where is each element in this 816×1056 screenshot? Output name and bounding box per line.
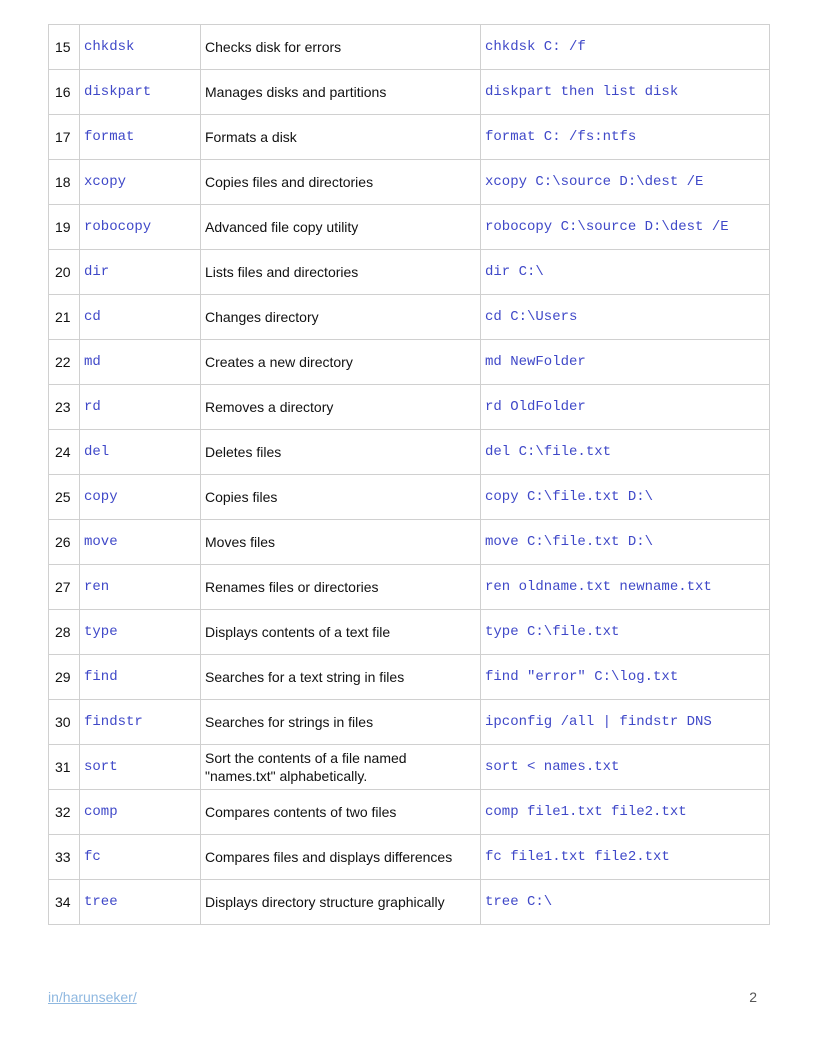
command-example: xcopy C:\source D:\dest /E	[481, 160, 770, 205]
row-number: 34	[49, 880, 80, 925]
command-name: type	[80, 610, 201, 655]
table-row	[49, 880, 770, 925]
command-name: md	[80, 340, 201, 385]
row-number: 24	[49, 430, 80, 475]
command-description: Moves files	[201, 520, 481, 565]
command-example: tree C:\	[481, 880, 770, 925]
command-example: dir C:\	[481, 250, 770, 295]
command-name: ren	[80, 565, 201, 610]
row-number: 31	[49, 745, 80, 790]
row-number: 16	[49, 70, 80, 115]
command-description: Renames files or directories	[201, 565, 481, 610]
row-number: 29	[49, 655, 80, 700]
command-example: del C:\file.txt	[481, 430, 770, 475]
command-description: Advanced file copy utility	[201, 205, 481, 250]
row-number: 18	[49, 160, 80, 205]
command-description: Displays directory structure graphically	[201, 880, 481, 925]
table-row	[49, 475, 770, 520]
table-row	[49, 430, 770, 475]
command-name: del	[80, 430, 201, 475]
command-description: Copies files and directories	[201, 160, 481, 205]
command-description: Searches for a text string in files	[201, 655, 481, 700]
command-description: Compares files and displays differences	[201, 835, 481, 880]
command-example: sort < names.txt	[481, 745, 770, 790]
command-description: Displays contents of a text file	[201, 610, 481, 655]
table-row	[49, 340, 770, 385]
command-example: ren oldname.txt newname.txt	[481, 565, 770, 610]
command-description: Creates a new directory	[201, 340, 481, 385]
command-name: sort	[80, 745, 201, 790]
table-row	[49, 25, 770, 70]
table-row	[49, 205, 770, 250]
table-row	[49, 745, 770, 790]
command-name: fc	[80, 835, 201, 880]
row-number: 20	[49, 250, 80, 295]
table-row	[49, 385, 770, 430]
table-row	[49, 700, 770, 745]
profile-link[interactable]: in/harunseker/	[48, 989, 137, 1005]
table-row	[49, 295, 770, 340]
commands-table	[48, 24, 770, 925]
command-description: Copies files	[201, 475, 481, 520]
row-number: 33	[49, 835, 80, 880]
table-row	[49, 835, 770, 880]
row-number: 17	[49, 115, 80, 160]
command-name: cd	[80, 295, 201, 340]
command-example: ipconfig /all | findstr DNS	[481, 700, 770, 745]
command-example: cd C:\Users	[481, 295, 770, 340]
command-description: Removes a directory	[201, 385, 481, 430]
command-example: robocopy C:\source D:\dest /E	[481, 205, 770, 250]
command-description: Formats a disk	[201, 115, 481, 160]
table-row	[49, 565, 770, 610]
command-example: format C: /fs:ntfs	[481, 115, 770, 160]
command-description: Sort the contents of a file named "names.txt" alphabetically.	[201, 745, 481, 790]
command-example: rd OldFolder	[481, 385, 770, 430]
row-number: 23	[49, 385, 80, 430]
table-row	[49, 160, 770, 205]
command-name: robocopy	[80, 205, 201, 250]
command-name: copy	[80, 475, 201, 520]
command-example: copy C:\file.txt D:\	[481, 475, 770, 520]
row-number: 27	[49, 565, 80, 610]
page-number: 2	[749, 989, 757, 1005]
command-name: format	[80, 115, 201, 160]
command-description: Compares contents of two files	[201, 790, 481, 835]
command-name: diskpart	[80, 70, 201, 115]
command-description: Changes directory	[201, 295, 481, 340]
row-number: 22	[49, 340, 80, 385]
row-number: 28	[49, 610, 80, 655]
command-description: Manages disks and partitions	[201, 70, 481, 115]
command-example: fc file1.txt file2.txt	[481, 835, 770, 880]
table-row	[49, 70, 770, 115]
command-example: chkdsk C: /f	[481, 25, 770, 70]
command-name: findstr	[80, 700, 201, 745]
commands-table-body	[49, 25, 770, 925]
command-description: Deletes files	[201, 430, 481, 475]
command-example: type C:\file.txt	[481, 610, 770, 655]
row-number: 21	[49, 295, 80, 340]
command-name: xcopy	[80, 160, 201, 205]
command-name: chkdsk	[80, 25, 201, 70]
table-row	[49, 115, 770, 160]
row-number: 30	[49, 700, 80, 745]
command-name: tree	[80, 880, 201, 925]
table-row	[49, 610, 770, 655]
command-example: md NewFolder	[481, 340, 770, 385]
command-example: diskpart then list disk	[481, 70, 770, 115]
command-name: move	[80, 520, 201, 565]
command-description: Checks disk for errors	[201, 25, 481, 70]
command-name: rd	[80, 385, 201, 430]
row-number: 15	[49, 25, 80, 70]
table-row	[49, 655, 770, 700]
row-number: 32	[49, 790, 80, 835]
command-example: find "error" C:\log.txt	[481, 655, 770, 700]
command-description: Searches for strings in files	[201, 700, 481, 745]
command-name: find	[80, 655, 201, 700]
row-number: 19	[49, 205, 80, 250]
row-number: 26	[49, 520, 80, 565]
command-description: Lists files and directories	[201, 250, 481, 295]
command-name: comp	[80, 790, 201, 835]
command-example: move C:\file.txt D:\	[481, 520, 770, 565]
command-name: dir	[80, 250, 201, 295]
table-row	[49, 790, 770, 835]
row-number: 25	[49, 475, 80, 520]
table-row	[49, 250, 770, 295]
command-example: comp file1.txt file2.txt	[481, 790, 770, 835]
table-row	[49, 520, 770, 565]
